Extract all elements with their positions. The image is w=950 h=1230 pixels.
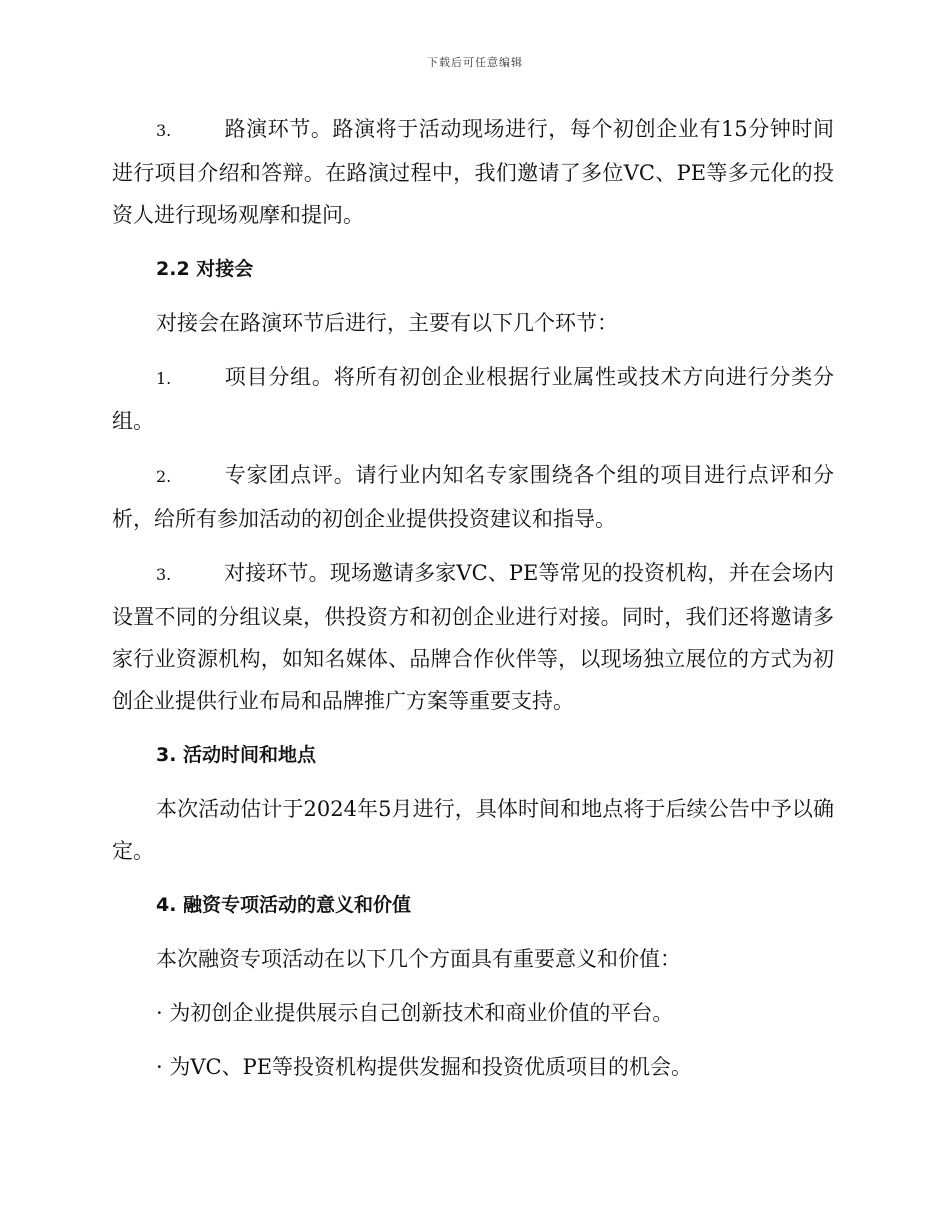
document-body [112,108,834,1100]
page-header: 下载后可任意编辑 [427,56,523,69]
bullet-item-startups: · 为初创企业提供展示自己创新技术和商业价值的平台。 [156,1001,674,1025]
section-heading-matchmaking: 2.2 对接会 [156,258,254,280]
paragraph-significance-intro: 本次融资专项活动在以下几个方面具有重要意义和价值： [156,947,681,971]
item-number: 1. [156,369,172,388]
numbered-paragraph-matching [112,552,834,722]
paragraph-text: 专家团点评。请行业内知名专家围绕各个组的项目进行点评和分析，给所有参加活动的初创企业提供投资建议和指导。 [112,463,834,531]
paragraph-time-location: 本次活动估计于2024年5月进行，具体时间和地点将于后续公告中予以确定。 [112,797,834,863]
paragraph-text: 项目分组。将所有初创企业根据行业属性或技术方向进行分类分组。 [112,365,834,433]
numbered-paragraph-expert-review [112,454,834,540]
numbered-paragraph-roadshow [112,108,834,236]
item-number: 3. [156,121,172,140]
section-heading-significance: 4. 融资专项活动的意义和价值 [156,894,412,916]
item-number: 3. [156,565,172,584]
item-number: 2. [156,467,172,486]
numbered-paragraph-grouping [112,356,834,442]
section-heading-time-location: 3. 活动时间和地点 [156,744,317,766]
paragraph-text: 对接环节。现场邀请多家VC、PE等常见的投资机构，并在会场内设置不同的分组议桌，供投资方和初创企业进行对接。同时，我们还将邀请多家行业资源机构，如知名媒体、品牌合作伙伴等，以现场独立展位的方式为初创企业提供行业布局和品牌推广方案等重要支持。 [112,561,834,713]
paragraph-matchmaking-intro: 对接会在路演环节后进行，主要有以下几个环节： [156,311,618,335]
bullet-item-investors: · 为VC、PE等投资机构提供发掘和投资优质项目的机会。 [156,1055,693,1079]
paragraph-text: 路演环节。路演将于活动现场进行，每个初创企业有15分钟时间进行项目介绍和答辩。在路演过程中，我们邀请了多位VC、PE等多元化的投资人进行现场观摩和提问。 [112,117,834,227]
